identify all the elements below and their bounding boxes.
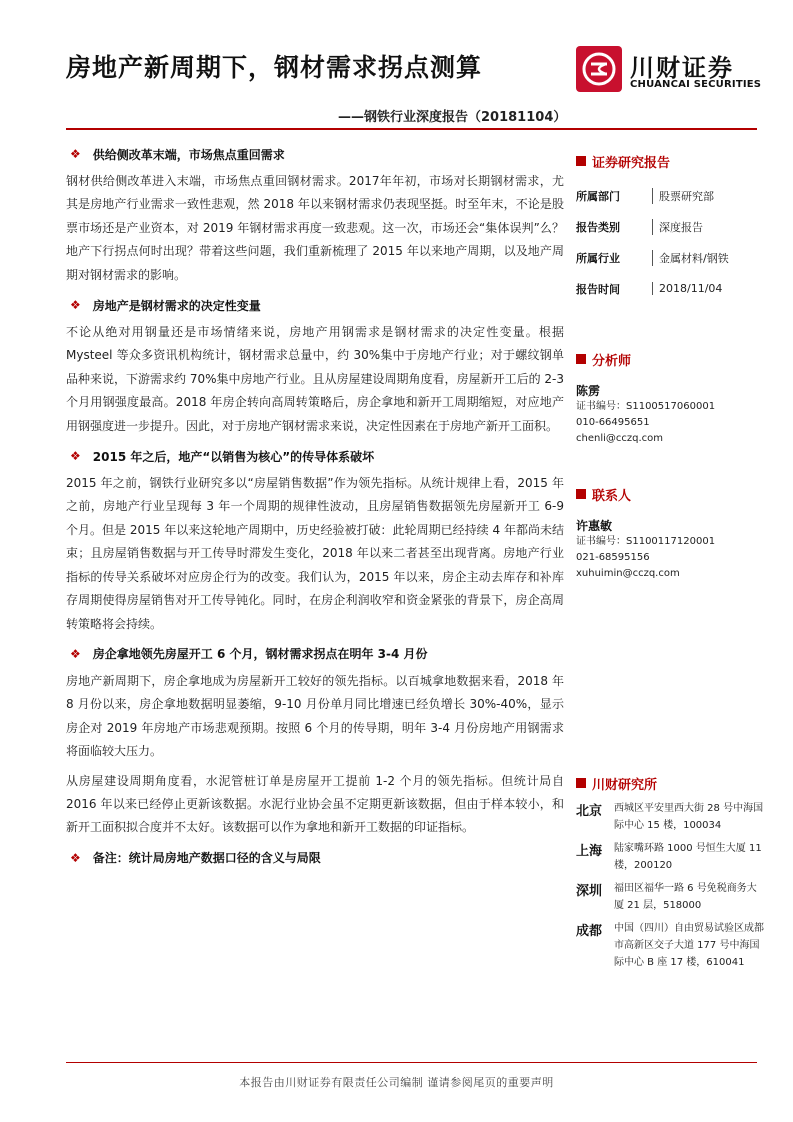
section bbox=[66, 642, 564, 840]
page-title: 房地产新周期下，钢材需求拐点测算 bbox=[66, 53, 483, 82]
info-key: 所属行业 bbox=[576, 251, 620, 265]
info-value: 股票研究部 bbox=[652, 188, 714, 204]
contact-name: 许惠敏 bbox=[576, 519, 613, 533]
section bbox=[66, 444, 564, 636]
sidebar-heading bbox=[576, 772, 766, 794]
square-bullet-icon bbox=[576, 156, 586, 166]
office-row bbox=[576, 880, 766, 914]
office-row bbox=[576, 840, 766, 874]
contact-cert: 证书编号：S1100117120001 bbox=[576, 536, 716, 547]
sidebar-heading-text: 证券研究报告 bbox=[592, 155, 671, 171]
section bbox=[66, 142, 564, 287]
square-bullet-icon bbox=[576, 778, 586, 788]
diamond-bullet-icon: ❖ bbox=[70, 147, 81, 161]
office-address: 西城区平安里西大街 28 号中海国际中心 15 楼，100034 bbox=[614, 803, 764, 831]
footer-disclaimer: 本报告由川财证券有限责任公司编制 谨请参阅尾页的重要声明 bbox=[239, 1076, 554, 1089]
analyst-cert: 证书编号：S1100517060001 bbox=[576, 401, 716, 412]
paragraph: 房地产新周期下，房企拿地成为房屋新开工较好的领先指标。以百城拿地数据来看，2018 年 8 月份以来，房企拿地数据明显萎缩，9-10 月份单月同比增速已经负增长 30%-40%，显示房企对 2019 年房地产市场悲观预期。按照 6 个月的传导期，明年 3-4 月份房地产用钢需求将面临较大压力。 bbox=[66, 673, 564, 759]
section-heading bbox=[66, 142, 564, 166]
sidebar-heading bbox=[576, 483, 766, 505]
footer-divider bbox=[66, 1062, 757, 1063]
paragraph: 从房屋建设周期角度看，水泥管桩订单是房屋开工提前 1-2 个月的领先指标。但统计局自 2016 年以来已经停止更新该数据。水泥行业协会虽不定期更新该数据，但由于样本较小，和新开工面积拟合度并不太好。该数据可以作为拿地和新开工数据的印证指标。 bbox=[66, 773, 564, 835]
square-bullet-icon bbox=[576, 489, 586, 499]
info-key: 报告时间 bbox=[576, 282, 620, 296]
square-bullet-icon bbox=[576, 354, 586, 364]
sidebar-heading bbox=[576, 150, 766, 172]
info-row bbox=[576, 180, 766, 211]
paragraph: 不论从绝对用钢量还是市场情绪来说，房地产用钢需求是钢材需求的决定性变量。根据 Mysteel 等众多资讯机构统计，钢材需求总量中，约 30%集中于房地产行业；对于螺纹钢单品种来说，下游需求约 70%集中房地产行业。且从房屋建设周期角度看，房屋新开工后的 2-3 个月用钢强度最高。2018 年房企转向高周转策略后，房企拿地和新开工周期缩短，对应地产用钢强度进一步提升。因此，对于房地产钢材需求来说，决定性因素在于房地产新开工面积。 bbox=[66, 325, 564, 433]
analyst-email[interactable]: chenli@cczq.com bbox=[576, 433, 664, 444]
office-address: 中国（四川）自由贸易试验区成都市高新区交子大道 177 号中海国际中心 B 座 17 楼，610041 bbox=[614, 923, 764, 968]
sidebar bbox=[576, 150, 766, 971]
diamond-bullet-icon: ❖ bbox=[70, 298, 81, 313]
info-value: 深度报告 bbox=[652, 219, 703, 235]
diamond-bullet-icon: ❖ bbox=[70, 449, 81, 464]
diamond-bullet-icon: ❖ bbox=[70, 850, 81, 865]
office-address: 陆家嘴环路 1000 号恒生大厦 11 楼，200120 bbox=[614, 843, 762, 871]
info-row bbox=[576, 273, 766, 304]
info-key: 报告类别 bbox=[576, 220, 620, 234]
header-divider bbox=[66, 128, 757, 130]
info-row bbox=[576, 242, 766, 273]
office-city: 北京 bbox=[576, 804, 603, 819]
analyst-phone: 010-66495651 bbox=[576, 417, 650, 428]
main-content bbox=[66, 140, 564, 870]
section-heading bbox=[66, 642, 564, 666]
section-heading bbox=[66, 444, 564, 468]
office-city: 上海 bbox=[576, 844, 603, 859]
sidebar-heading-text: 联系人 bbox=[592, 488, 632, 504]
contact-phone: 021-68595156 bbox=[576, 552, 650, 563]
page-subtitle: ——钢铁行业深度报告（20181104） bbox=[338, 110, 567, 125]
sidebar-heading-text: 川财研究所 bbox=[592, 777, 658, 793]
paragraph: 2015 年之前，钢铁行业研究多以“房屋销售数据”作为领先指标。从统计规律上看，2015 年之前，房地产行业呈现每 3 年一个周期的规律性波动，且房屋销售数据领先房屋新开工 6-9 个月。但是 2015 年以来这轮地产周期中，历史经验被打破：此轮周期已经持续 4 年都尚未结束；且房屋销售数据与开工传导时滞发生变化，2018 年以来二者甚至出现背离。房地产行业指标的传导关系破坏对应房企行为的改变。我们认为，2015 年以来，房企主动去库存和补库存周期使得房屋销售对开工传导钝化。同时，在房企利润收窄和资金紧张的背景下，房企高周转策略将会持续。 bbox=[66, 476, 564, 631]
info-value: 2018/11/04 bbox=[652, 282, 722, 295]
analyst-name: 陈雳 bbox=[576, 384, 601, 398]
section bbox=[66, 846, 564, 870]
section-heading bbox=[66, 293, 564, 317]
office-row bbox=[576, 920, 766, 971]
sidebar-heading-text: 分析师 bbox=[592, 353, 632, 369]
paragraph: 钢材供给侧改革进入末端，市场焦点重回钢材需求。2017年年初，市场对长期钢材需求，尤其是房地产行业需求一致性悲观，然 2018 年以来钢材需求仍表现坚挺。时至年末，不论是股票市场还是产业资本，对 2019 年钢材需求再度一致悲观。这一次，市场还会“集体误判”么？地产下行拐点何时出现？带着这些问题，我们重新梳理了 2015 年以来地产周期，以及地产周期对钢材需求的影响。 bbox=[66, 174, 564, 282]
office-city: 成都 bbox=[576, 924, 603, 939]
section-heading bbox=[66, 846, 564, 870]
info-row bbox=[576, 211, 766, 242]
logo-text-cn: 川财证券 bbox=[630, 54, 734, 82]
section-heading-text: 2015 年之后，地产“以销售为核心”的传导体系破坏 bbox=[92, 449, 375, 464]
office-city: 深圳 bbox=[576, 884, 603, 899]
contact-email[interactable]: xuhuimin@cczq.com bbox=[576, 568, 680, 579]
section-heading-text: 房地产是钢材需求的决定性变量 bbox=[92, 298, 261, 313]
logo-mark-icon bbox=[576, 46, 622, 92]
info-key: 所属部门 bbox=[576, 189, 620, 203]
section bbox=[66, 293, 564, 438]
logo-text-en: CHUANCAI SECURITIES bbox=[630, 79, 762, 90]
office-address: 福田区福华一路 6 号免税商务大厦 21 层，518000 bbox=[614, 883, 757, 911]
office-row bbox=[576, 800, 766, 834]
sidebar-heading bbox=[576, 348, 766, 370]
section-heading-text: 备注：统计局房地产数据口径的含义与局限 bbox=[92, 851, 321, 866]
diamond-bullet-icon: ❖ bbox=[70, 646, 81, 661]
section-heading-text: 供给侧改革末端，市场焦点重回需求 bbox=[92, 147, 285, 162]
company-logo bbox=[576, 46, 766, 100]
info-value: 金属材料/钢铁 bbox=[652, 250, 729, 266]
section-heading-text: 房企拿地领先房屋开工 6 个月，钢材需求拐点在明年 3-4 月份 bbox=[92, 647, 428, 662]
